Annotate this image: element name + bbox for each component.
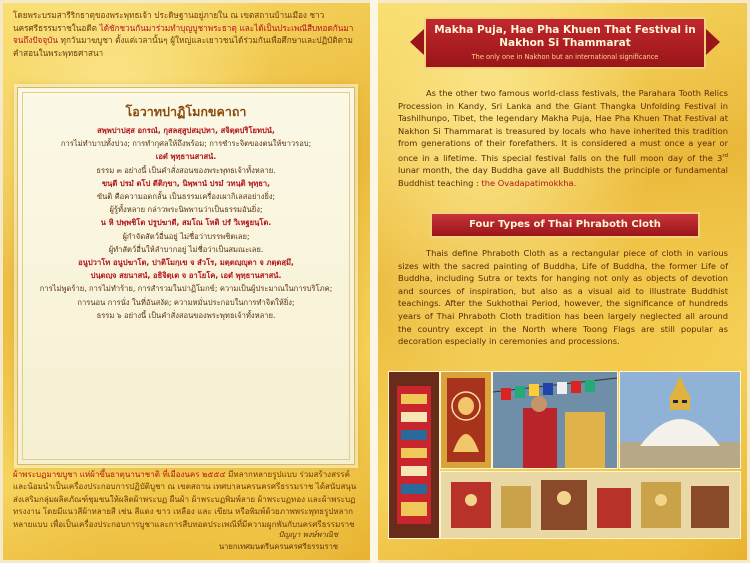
signature-block [219, 529, 338, 553]
banner-title: Makha Puja, Hae Pha Khuen That Festival in Nakhon Si Thammarat [434, 24, 696, 49]
intro-lead: โดยพระบรมสารีริกธาตุของพระพุทธเจ้า ประดิษฐานอยู่ภายใน ณ เขตสถานบ้านเมือง ชาวนครศรีธรรมราชในอดีต [13, 10, 325, 33]
book-spine [370, 0, 378, 563]
scroll-verse-line: ผู้ทำสัตว์อื่นให้ลำบากอยู่ ไม่ชื่อว่าเป็นสมณะเลย. [108, 244, 264, 254]
scroll-verse-line: การไม่ทำบาปทั้งปวง; การทำกุศลให้ถึงพร้อม; การชำระจิตของตนให้ขาวรอบ; [60, 139, 312, 149]
scroll-verses [30, 124, 342, 322]
festival-title-banner [424, 17, 706, 69]
scroll-verse-line: ขันติ คือความอดกลั้น เป็นธรรมเครื่องเผากิเลสอย่างยิ่ง; [96, 192, 276, 202]
mural-painting-photo-icon [440, 471, 741, 539]
intro-tail: ทุกวันมาฆบูชา ตั้งแต่เวลานั้นๆ ผู้ใหญ่และเยาวชนได้ร่วมกันเพื่อศึกษาและปฏิบัติตามคำสอนในพระพุทธศาสนา [13, 35, 353, 58]
scroll-verse-line: อนูปวาโท อนูปฆาโต, ปาติโมกฺเข จ สํวโร, มตฺตญฺญุตา จ ภตฺตสฺมึ, [78, 258, 294, 268]
left-page [3, 3, 370, 560]
prayer-flags-photo-icon [492, 371, 618, 469]
outro-body: มีหลากหลายรูปแบบ ร่วมสร้างสรรค์และน้อมนำเป็นเครื่องประกอบการปฏิบัติบูชา ณ เขตสถาน เทศบาลนครนครศรีธรรมราช ได้สนับสนุนส่งเสริมกลุ่มผลิตภัณฑ์ชุมชนให้ผลิตผ้าพระบฏ ผืนผ้า ผ้าพระบฏพิมพ์ลาย ผ้าพระบฏทอง และผ้าพระบฏทรงงาน โดยมีแนวสีผ้าหลายสี เช่น สีแดง ขาว เหลือง และ เขียน หรือพิมพ์ด้วยภาพพระพุทธรูปหลากหลายแบบ เพื่อเป็นเครื่องประกอบการบูชาและการสืบทอดประเพณีที่มีความผูกพันกับนครศรีธรรมราช [13, 470, 357, 529]
scroll-verse-line: ขนฺตี ปรมํ ตโป ตีติกฺขา, นิพฺพานํ ปรมํ วทนฺติ พุทฺธา, [101, 178, 271, 188]
phraboth-paragraph: Thais define Phraboth Cloth as a rectangular piece of cloth in various sizes with the sacred painting of Buddha, Life of Buddha, the former Life of Buddha, including Sutra or texts for hanging not only as objects of devotion and sources of inspiration, but also as a visual aid to illustrate Buddhist teachings. After the Sukhothai Period, however, the significance of hundreds years of Thai Phraboth Cloth tradition has been largely neglected all around the country except in the North where Toong Flags are still popular as decoration especially in ceremonies and processions. [398, 248, 728, 347]
stupa-photo-icon [619, 371, 741, 469]
scroll-verse-line: การนอน การนั่ง ในที่อันสงัด; ความหมั่นประกอบในการทำจิตให้ยิ่ง; [77, 297, 295, 307]
scroll-verse-line: สพฺพปาปสฺส อกรณํ, กุสลสฺสูปสมฺปทา, สจิตฺตปริโยทปนํ, [97, 126, 275, 135]
para1-highlight: the Ovadapatimokkha. [481, 177, 577, 188]
signature-title: นายกเทศมนตรีนครนครศรีธรรมราช [218, 542, 338, 551]
scroll-verse-line: ปนฺตญฺจ สยนาสนํ, อธิจิตฺเต จ อาโยโค, เอตํ พุทฺธานสาสนํ. [90, 271, 282, 281]
ovada-scroll-panel [17, 87, 355, 465]
banner-subtitle: The only one in Nakhon but an international significance [471, 53, 659, 61]
phraboth-section-banner: Four Types of Thai Phraboth Cloth [430, 212, 700, 238]
scroll-verse-line: ธรรม ๖ อย่างนี้ เป็นคำสั่งสอนของพระพุทธเจ้าทั้งหลาย. [96, 310, 276, 320]
outro-highlight: ผ้าพระบฏมาฆบูชา แห่ผ้าขึ้นธาตุนานาชาติ ที่เมืองนคร ๒๕๕๔ [13, 470, 226, 479]
scroll-title: โอวาทปาฏิโมกขคาถา [125, 104, 247, 119]
scroll-verse-line: น หิ ปพฺพชิโต ปรูปฆาตี, สมโณ โหติ ปรํ วิเหฐยนฺโต. [100, 218, 272, 228]
para1-mid: lunar month, the day Buddha gave all Buddhists the principle or fundamental Buddhist teaching : [398, 165, 728, 188]
signature-name: ปัญญา พงษ์พาณิช [278, 530, 338, 539]
scroll-verse-line: ผู้รู้ทั้งหลาย กล่าวพระนิพพานว่าเป็นธรรมอันยิ่ง; [109, 205, 263, 215]
intro-highlight: ได้ชักชวนกันมาร่วมทำบุญบูชาพระธาตุ และได้เป็นประเพณีสืบทอดกันมาจนถึงปัจจุบัน [13, 22, 354, 45]
right-page [378, 3, 747, 560]
outro-paragraph [13, 469, 361, 531]
para1-lead: As the other two famous world-class festivals, the Parahara Tooth Relics Procession in Kandy, Sri Lanka and the Giant Thangka Unfolding Festival in Tashilhunpo, Tibet, the legendary Makha Puja, Hae Pha Khuen That Festival at Nakhon Si Thammarat is treasured by locals who have inherited this tradition from generations of their forefathers. It is considered a must once a year or once in a lifetime. This special festival falls on the full moon day of the 3 [398, 88, 728, 163]
scroll-verse-line: ผู้กำจัดสัตว์อื่นอยู่ ไม่ชื่อว่าบรรพชิตเลย; [122, 231, 250, 241]
scroll-verse-line: ธรรม ๓ อย่างนี้ เป็นคำสั่งสอนของพระพุทธเจ้าทั้งหลาย. [96, 165, 276, 175]
toong-flags-photo-icon [388, 371, 440, 539]
scroll-verse-line: เอตํ พุทฺธานสาสนํ. [155, 152, 217, 162]
scroll-verse-line: การไม่พูดร้าย, การไม่ทำร้าย, การสำรวมในปาฏิโมกข์; ความเป็นผู้ประมาณในการบริโภค; [39, 284, 333, 294]
para1-sup: rd [722, 152, 728, 159]
buddha-painting-photo-icon [440, 371, 492, 469]
intro-paragraph [13, 9, 361, 59]
festival-paragraph [398, 87, 728, 190]
